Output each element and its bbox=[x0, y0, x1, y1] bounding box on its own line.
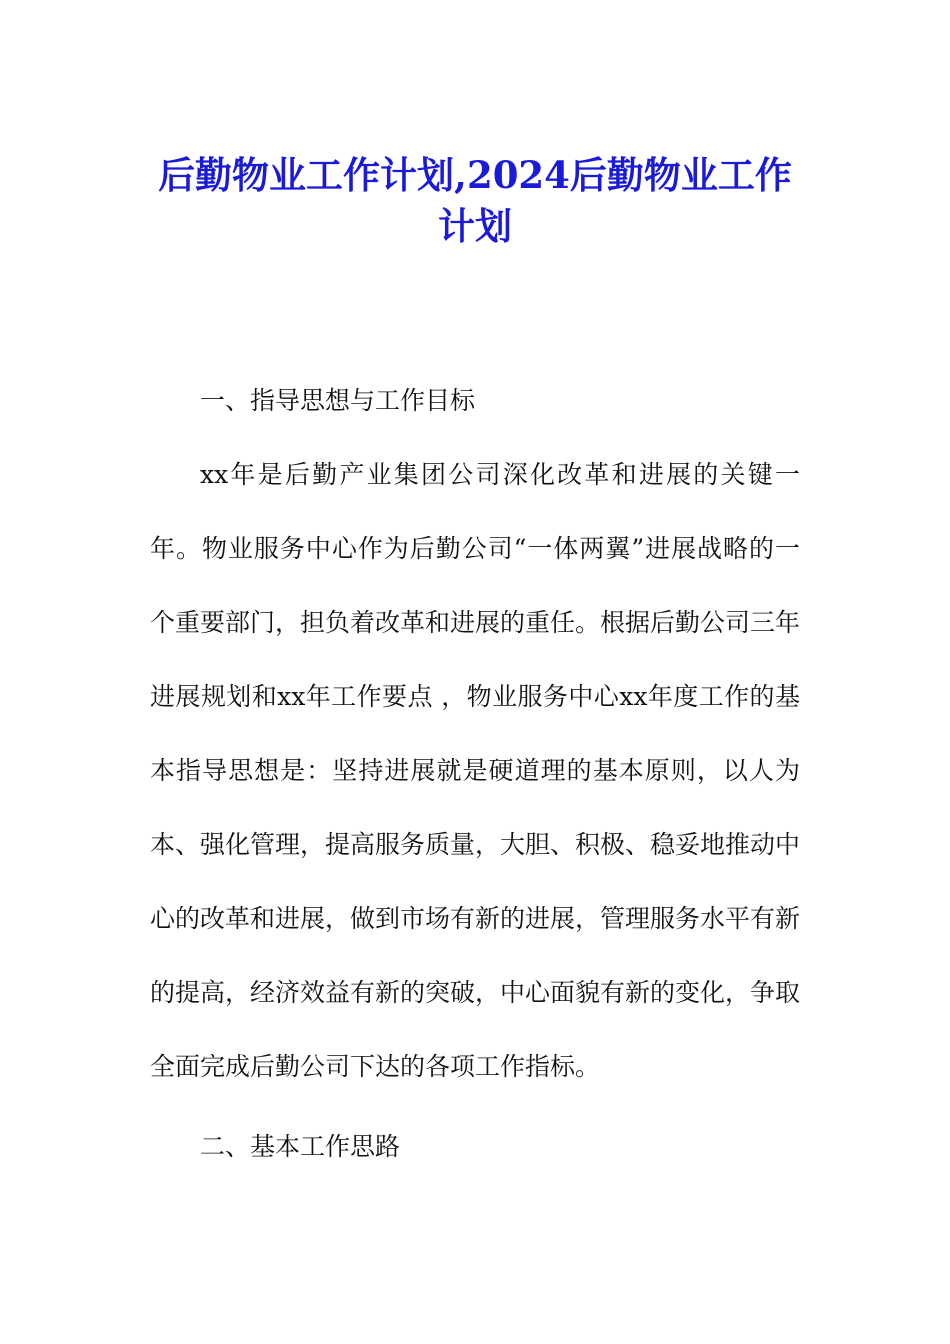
section-heading-1: 一、指导思想与工作目标 bbox=[200, 386, 476, 415]
section-paragraph-1: xx年是后勤产业集团公司深化改革和进展的关键一年。物业服务中心作为后勤公司“一体两翼”进展战略的一个重要部门，担负着改革和进展的重任。根据后勤公司三年进展规划和xx年工作要点 ，物业服务中心xx年度工作的基本指导思想是：坚持进展就是硬道理的基本原则，以人为本、强化管理，提高服务质量，大胆、积极、稳妥地推动中心的改革和进展，做到市场有新的进展，管理服务水平有新的提高，经济效益有新的突破，中心面貌有新的变化，争取全面完成后勤公司下达的各项工作指标。 bbox=[150, 460, 801, 1081]
document-title: 后勤物业工作计划,2024后勤物业工作计划 bbox=[158, 153, 792, 248]
section-heading-2: 二、基本工作思路 bbox=[200, 1132, 401, 1161]
